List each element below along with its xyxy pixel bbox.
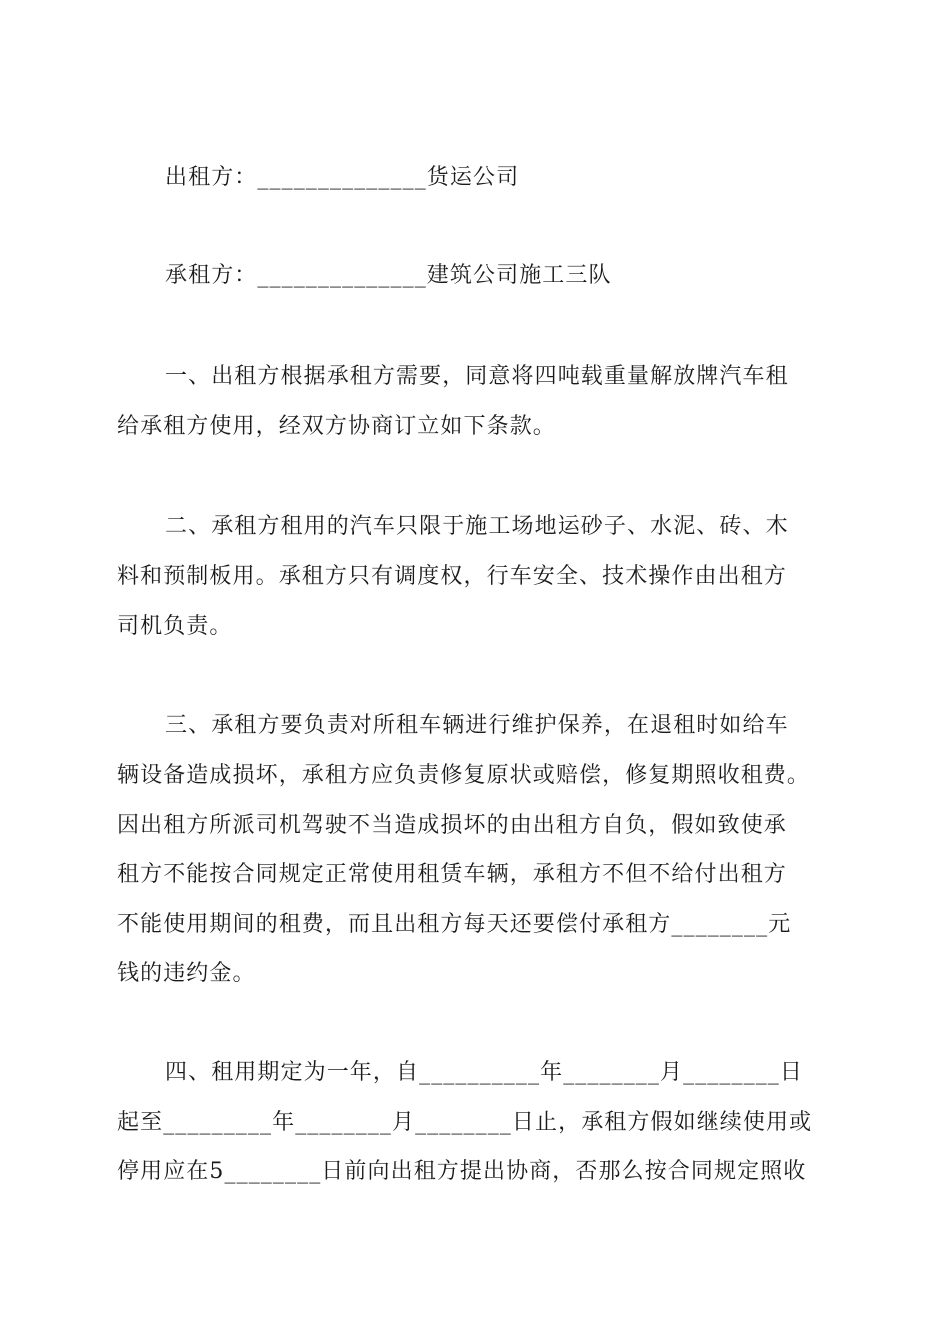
clause-line: 给承租方使用，经双方协商订立如下条款。 <box>117 414 556 439</box>
clause-line: 因出租方所派司机驾驶不当造成损坏的由出租方自负，假如致使承 <box>117 813 787 838</box>
clause-line: 起至_________年________月________日止，承租方假如继续使用或 <box>117 1110 813 1135</box>
clause-line: 三、承租方要负责对所租车辆进行维护保养，在退租时如给车 <box>165 713 789 738</box>
clause-line: 料和预制板用。承租方只有调度权，行车安全、技术操作由出租方 <box>117 564 787 589</box>
clause-line: 租方不能按合同规定正常使用租赁车辆，承租方不但不给付出租方 <box>117 862 787 887</box>
clause-line: 司机负责。 <box>117 614 233 639</box>
clause-line: 钱的违约金。 <box>117 961 256 986</box>
clause-line: 停用应在5________日前向出租方提出协商，否那么按合同规定照收 <box>117 1159 807 1184</box>
clause-line: 辆设备造成损坏，承租方应负责修复原状或赔偿，修复期照收租费。 <box>117 763 811 788</box>
clause-line: 一、出租方根据承租方需要，同意将四吨载重量解放牌汽车租 <box>165 364 789 389</box>
clause-line: 二、承租方租用的汽车只限于施工场地运砂子、水泥、砖、木 <box>165 514 789 539</box>
clause-line: 不能使用期间的租费，而且出租方每天还要偿付承租方________元 <box>117 912 792 937</box>
lessor-line: 出租方：______________货运公司 <box>165 165 520 190</box>
clause-line: 四、租用期定为一年，自__________年________月________日 <box>165 1060 804 1085</box>
lessee-line: 承租方：______________建筑公司施工三队 <box>165 263 612 288</box>
